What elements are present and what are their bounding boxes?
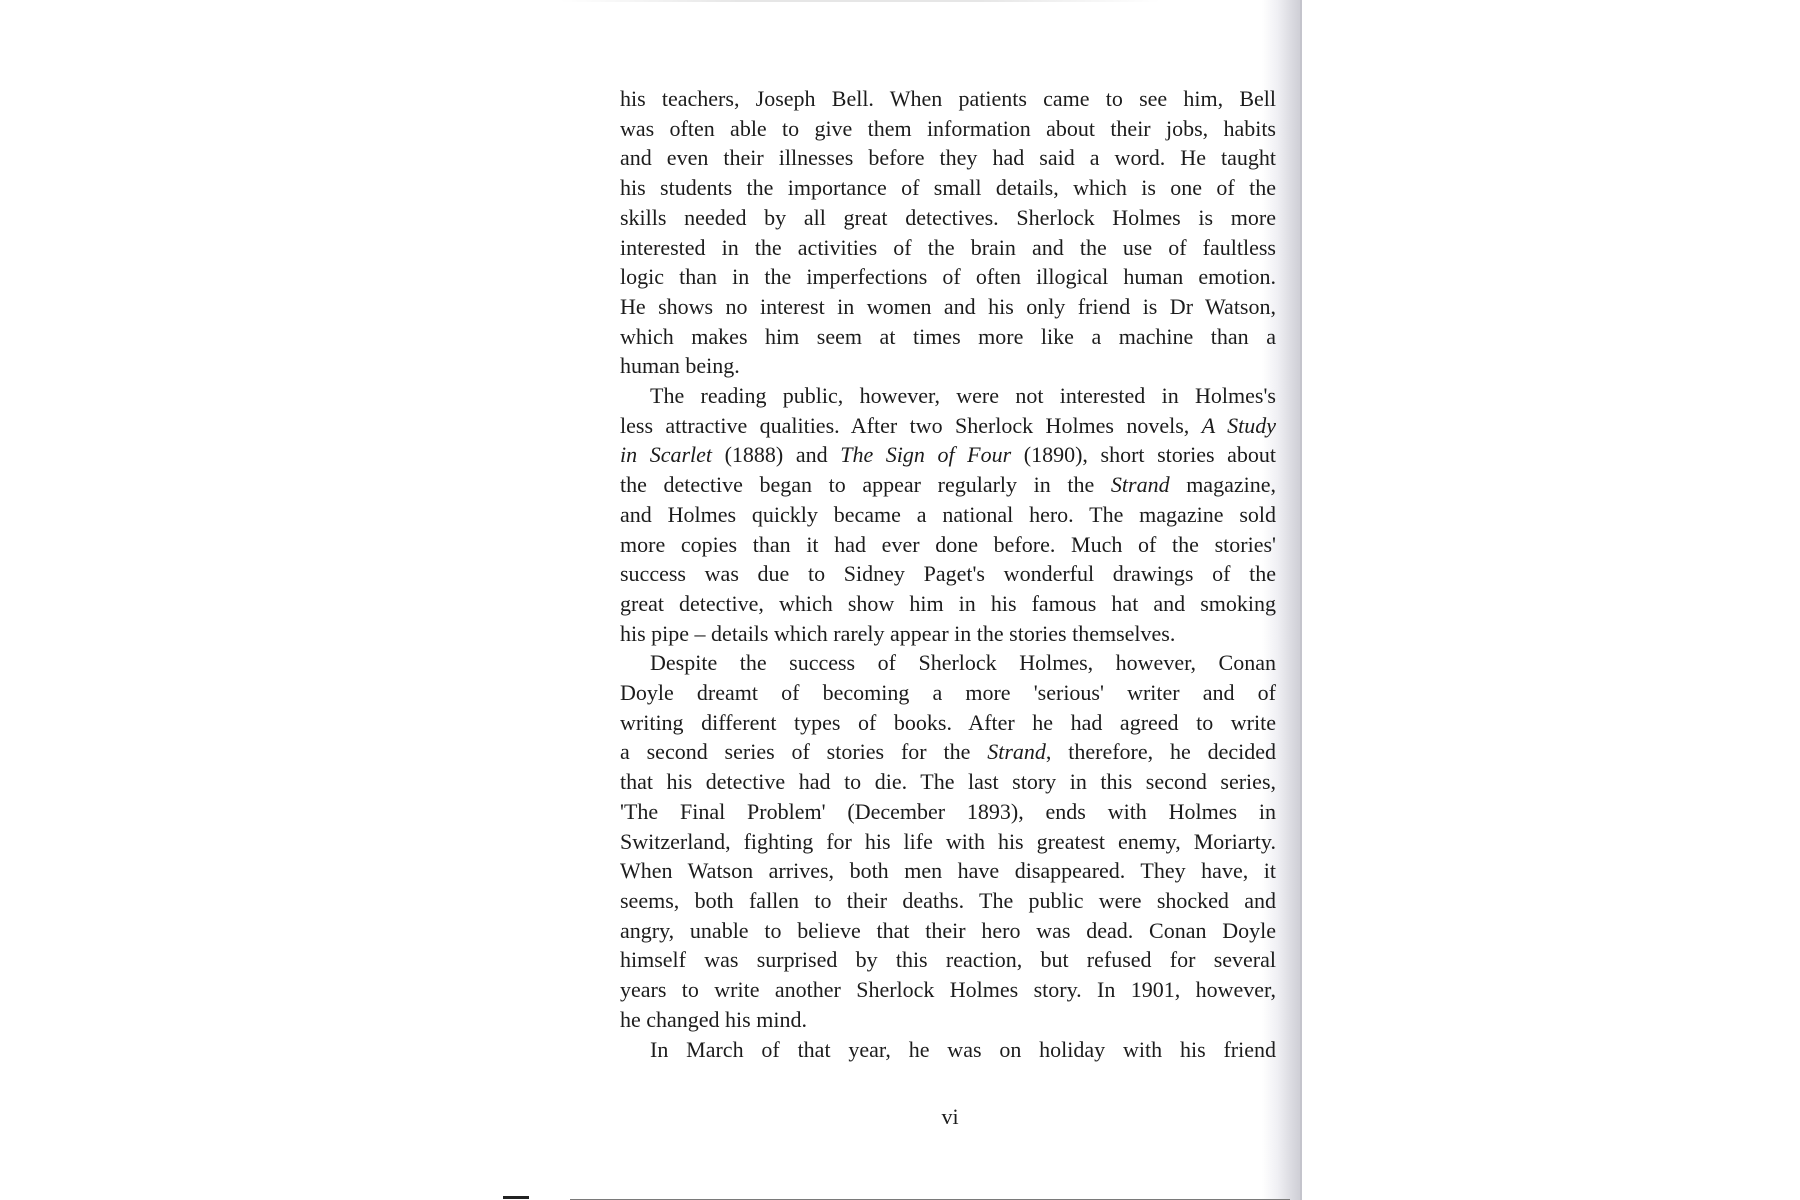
text-line xyxy=(620,975,1276,1005)
scan-mark xyxy=(503,1196,529,1199)
text-run: his students the importance of small details, which is one of the xyxy=(620,175,1276,201)
paragraph xyxy=(620,381,1276,648)
text-line xyxy=(620,500,1276,530)
text-run: himself was surprised by this reaction, but refused for several xyxy=(620,947,1276,973)
text-line xyxy=(620,470,1276,500)
text-run: a second series of stories for the xyxy=(620,739,988,765)
text-line xyxy=(620,411,1276,441)
text-run: , therefore, he decided xyxy=(1045,739,1276,765)
text-line xyxy=(620,233,1276,263)
text-line xyxy=(620,945,1276,975)
text-line xyxy=(620,886,1276,916)
text-run: (1888) and xyxy=(712,442,841,468)
text-run: human being. xyxy=(620,353,740,379)
text-line xyxy=(620,708,1276,738)
text-line xyxy=(620,440,1276,470)
text-line xyxy=(620,1005,1276,1035)
text-run: his teachers, Joseph Bell. When patients came to see him, Bell xyxy=(620,86,1276,111)
text-line xyxy=(620,143,1276,173)
text-line xyxy=(620,381,1276,411)
text-run: more copies than it had ever done before. Much of the stories' xyxy=(620,531,1276,557)
text-line xyxy=(620,292,1276,322)
page-edge xyxy=(1300,0,1302,1200)
text-run: which makes him seem at times more like a machine than a xyxy=(620,323,1276,349)
text-run: Despite the success of Sherlock Holmes, however, Conan xyxy=(650,650,1276,676)
text-line xyxy=(620,351,1276,381)
text-run: 'The Final Problem' (December 1893), ends with Holmes in xyxy=(620,798,1276,824)
text-run: (1890), short stories about xyxy=(1011,442,1276,468)
text-line xyxy=(620,203,1276,233)
text-run: years to write another Sherlock Holmes story. In 1901, however, xyxy=(620,977,1276,1003)
text-line xyxy=(620,619,1276,649)
paragraph xyxy=(620,84,1276,381)
text-run: that his detective had to die. The last story in this second series, xyxy=(620,769,1276,795)
text-line xyxy=(620,1035,1276,1065)
text-run: logic than in the imperfections of often illogical human emotion. xyxy=(620,264,1276,290)
text-line xyxy=(620,827,1276,857)
text-line xyxy=(620,678,1276,708)
text-run: Doyle dreamt of becoming a more 'serious' writer and of xyxy=(620,680,1276,706)
italic-title: Strand xyxy=(987,739,1046,765)
text-line xyxy=(620,559,1276,589)
text-run: angry, unable to believe that their hero was dead. Conan Doyle xyxy=(620,917,1276,943)
text-run: and Holmes quickly became a national hero. The magazine sold xyxy=(620,501,1276,527)
text-line xyxy=(620,767,1276,797)
text-line xyxy=(620,114,1276,144)
text-run: success was due to Sidney Paget's wonderful drawings of the xyxy=(620,561,1276,587)
italic-title: The Sign of Four xyxy=(840,442,1012,468)
text-run: the detective began to appear regularly in the xyxy=(620,472,1111,498)
page-number: vi xyxy=(941,1104,959,1129)
body-text xyxy=(620,84,1276,1064)
italic-title: A Study xyxy=(1201,412,1276,438)
italic-title: in Scarlet xyxy=(620,442,713,468)
text-run: When Watson arrives, both men have disappeared. They have, it xyxy=(620,858,1276,884)
italic-title: Strand xyxy=(1110,472,1170,498)
text-run: magazine, xyxy=(1169,472,1276,498)
text-line xyxy=(620,648,1276,678)
text-run: he changed his mind. xyxy=(620,1006,807,1032)
text-run: was often able to give them information about their jobs, habits xyxy=(620,115,1276,141)
text-line xyxy=(620,322,1276,352)
text-line xyxy=(620,530,1276,560)
text-run: great detective, which show him in his famous hat and smoking xyxy=(620,590,1276,616)
text-line xyxy=(620,797,1276,827)
text-run: interested in the activities of the brain and the use of faultless xyxy=(620,234,1276,260)
paragraph xyxy=(620,648,1276,1034)
text-run: and even their illnesses before they had said a word. He taught xyxy=(620,145,1276,171)
text-line xyxy=(620,856,1276,886)
text-run: In March of that year, he was on holiday with his friend xyxy=(650,1036,1276,1062)
text-line xyxy=(620,737,1276,767)
text-run: Switzerland, fighting for his life with his greatest enemy, Moriarty. xyxy=(620,828,1276,854)
text-line xyxy=(620,173,1276,203)
text-run: skills needed by all great detectives. Sherlock Holmes is more xyxy=(620,204,1276,230)
text-run: his pipe – details which rarely appear in the stories themselves. xyxy=(620,620,1176,646)
text-run: less attractive qualities. After two Sherlock Holmes novels, xyxy=(620,412,1202,438)
text-run: He shows no interest in women and his only friend is Dr Watson, xyxy=(620,293,1276,319)
text-line xyxy=(620,262,1276,292)
paragraph xyxy=(620,1035,1276,1065)
text-line xyxy=(620,916,1276,946)
top-edge-shadow xyxy=(560,0,1160,2)
text-run: seems, both fallen to their deaths. The public were shocked and xyxy=(620,887,1276,913)
text-run: writing different types of books. After he had agreed to write xyxy=(620,709,1276,735)
text-line xyxy=(620,589,1276,619)
text-line xyxy=(620,84,1276,114)
text-run: The reading public, however, were not interested in Holmes's xyxy=(650,383,1276,409)
